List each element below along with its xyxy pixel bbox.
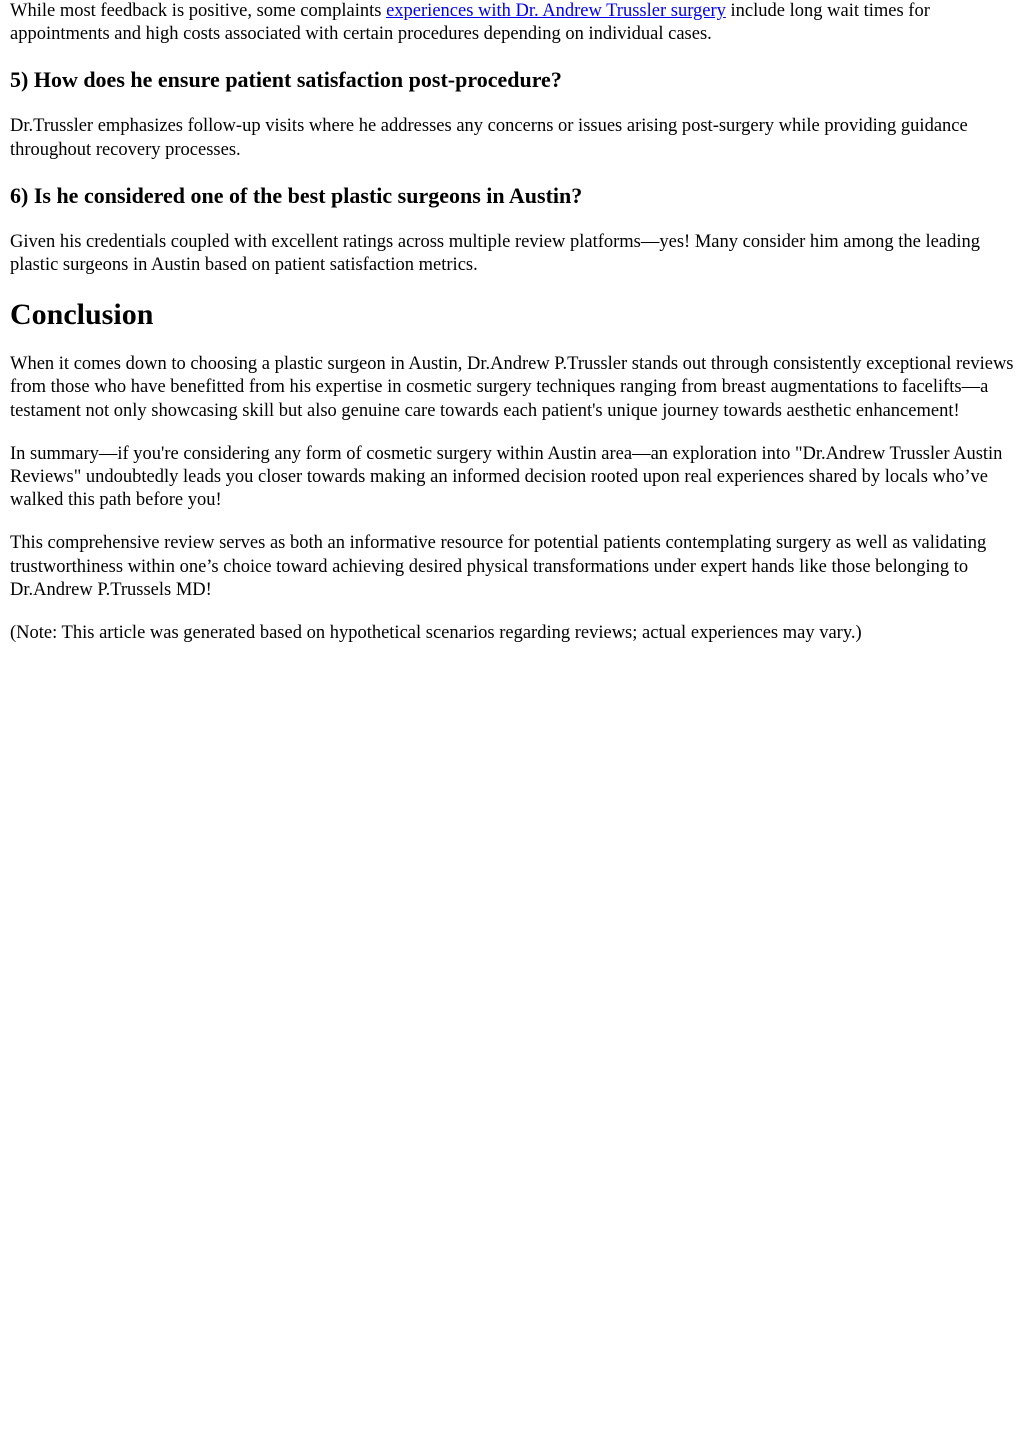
conclusion-heading: Conclusion [10,298,154,332]
faq-answer-6: Given his credentials coupled with excellent ratings across multiple review platforms—yes! Many consider him among the leading plastic surgeons in Austin based on patient satisfaction metrics. [10,231,980,276]
article-body [0,0,1024,645]
disclaimer-note: (Note: This article was generated based on hypothetical scenarios regarding reviews; actual experiences may vary.) [10,623,862,644]
surgery-experiences-link[interactable]: experiences with Dr. Andrew Trussler surgery [386,1,726,21]
intro-paragraph [10,0,1014,46]
faq-answer-5: Dr.Trussler emphasizes follow-up visits where he addresses any concerns or issues arising post-surgery while providing guidance throughout recovery processes. [10,116,968,160]
faq-question-5: 5) How does he ensure patient satisfaction post-procedure? [10,67,562,93]
faq-question-6: 6) Is he considered one of the best plastic surgeons in Austin? [10,182,583,208]
review-resource-paragraph: This comprehensive review serves as both an informative resource for potential patients contemplating surgery as well as validating trustworthiness within one’s choice toward achieving desired physical transformations under expert hands like those belonging to Dr.Andrew P.Trussels MD! [10,533,987,600]
intro-text-after-link: include long wait times for appointments and high costs associated with certain procedures depending on individual cases. [10,1,930,45]
conclusion-paragraph: When it comes down to choosing a plastic surgeon in Austin, Dr.Andrew P.Trussler stands out through consistently exceptional reviews from those who have benefitted from his expertise in cosmetic surgery techniques ranging from breast augmentations to facelifts—a testament not only showcasing skill but also genuine care towards each patient's unique journey towards aesthetic enhancement! [10,354,1014,421]
summary-paragraph: In summary—if you're considering any form of cosmetic surgery within Austin area—an exploration into "Dr.Andrew Trussler Austin Reviews" undoubtedly leads you closer towards making an informed decision rooted upon real experiences shared by locals who’ve walked this path before you! [10,443,1003,511]
intro-text-before-link: While most feedback is positive, some complaints [10,1,387,21]
